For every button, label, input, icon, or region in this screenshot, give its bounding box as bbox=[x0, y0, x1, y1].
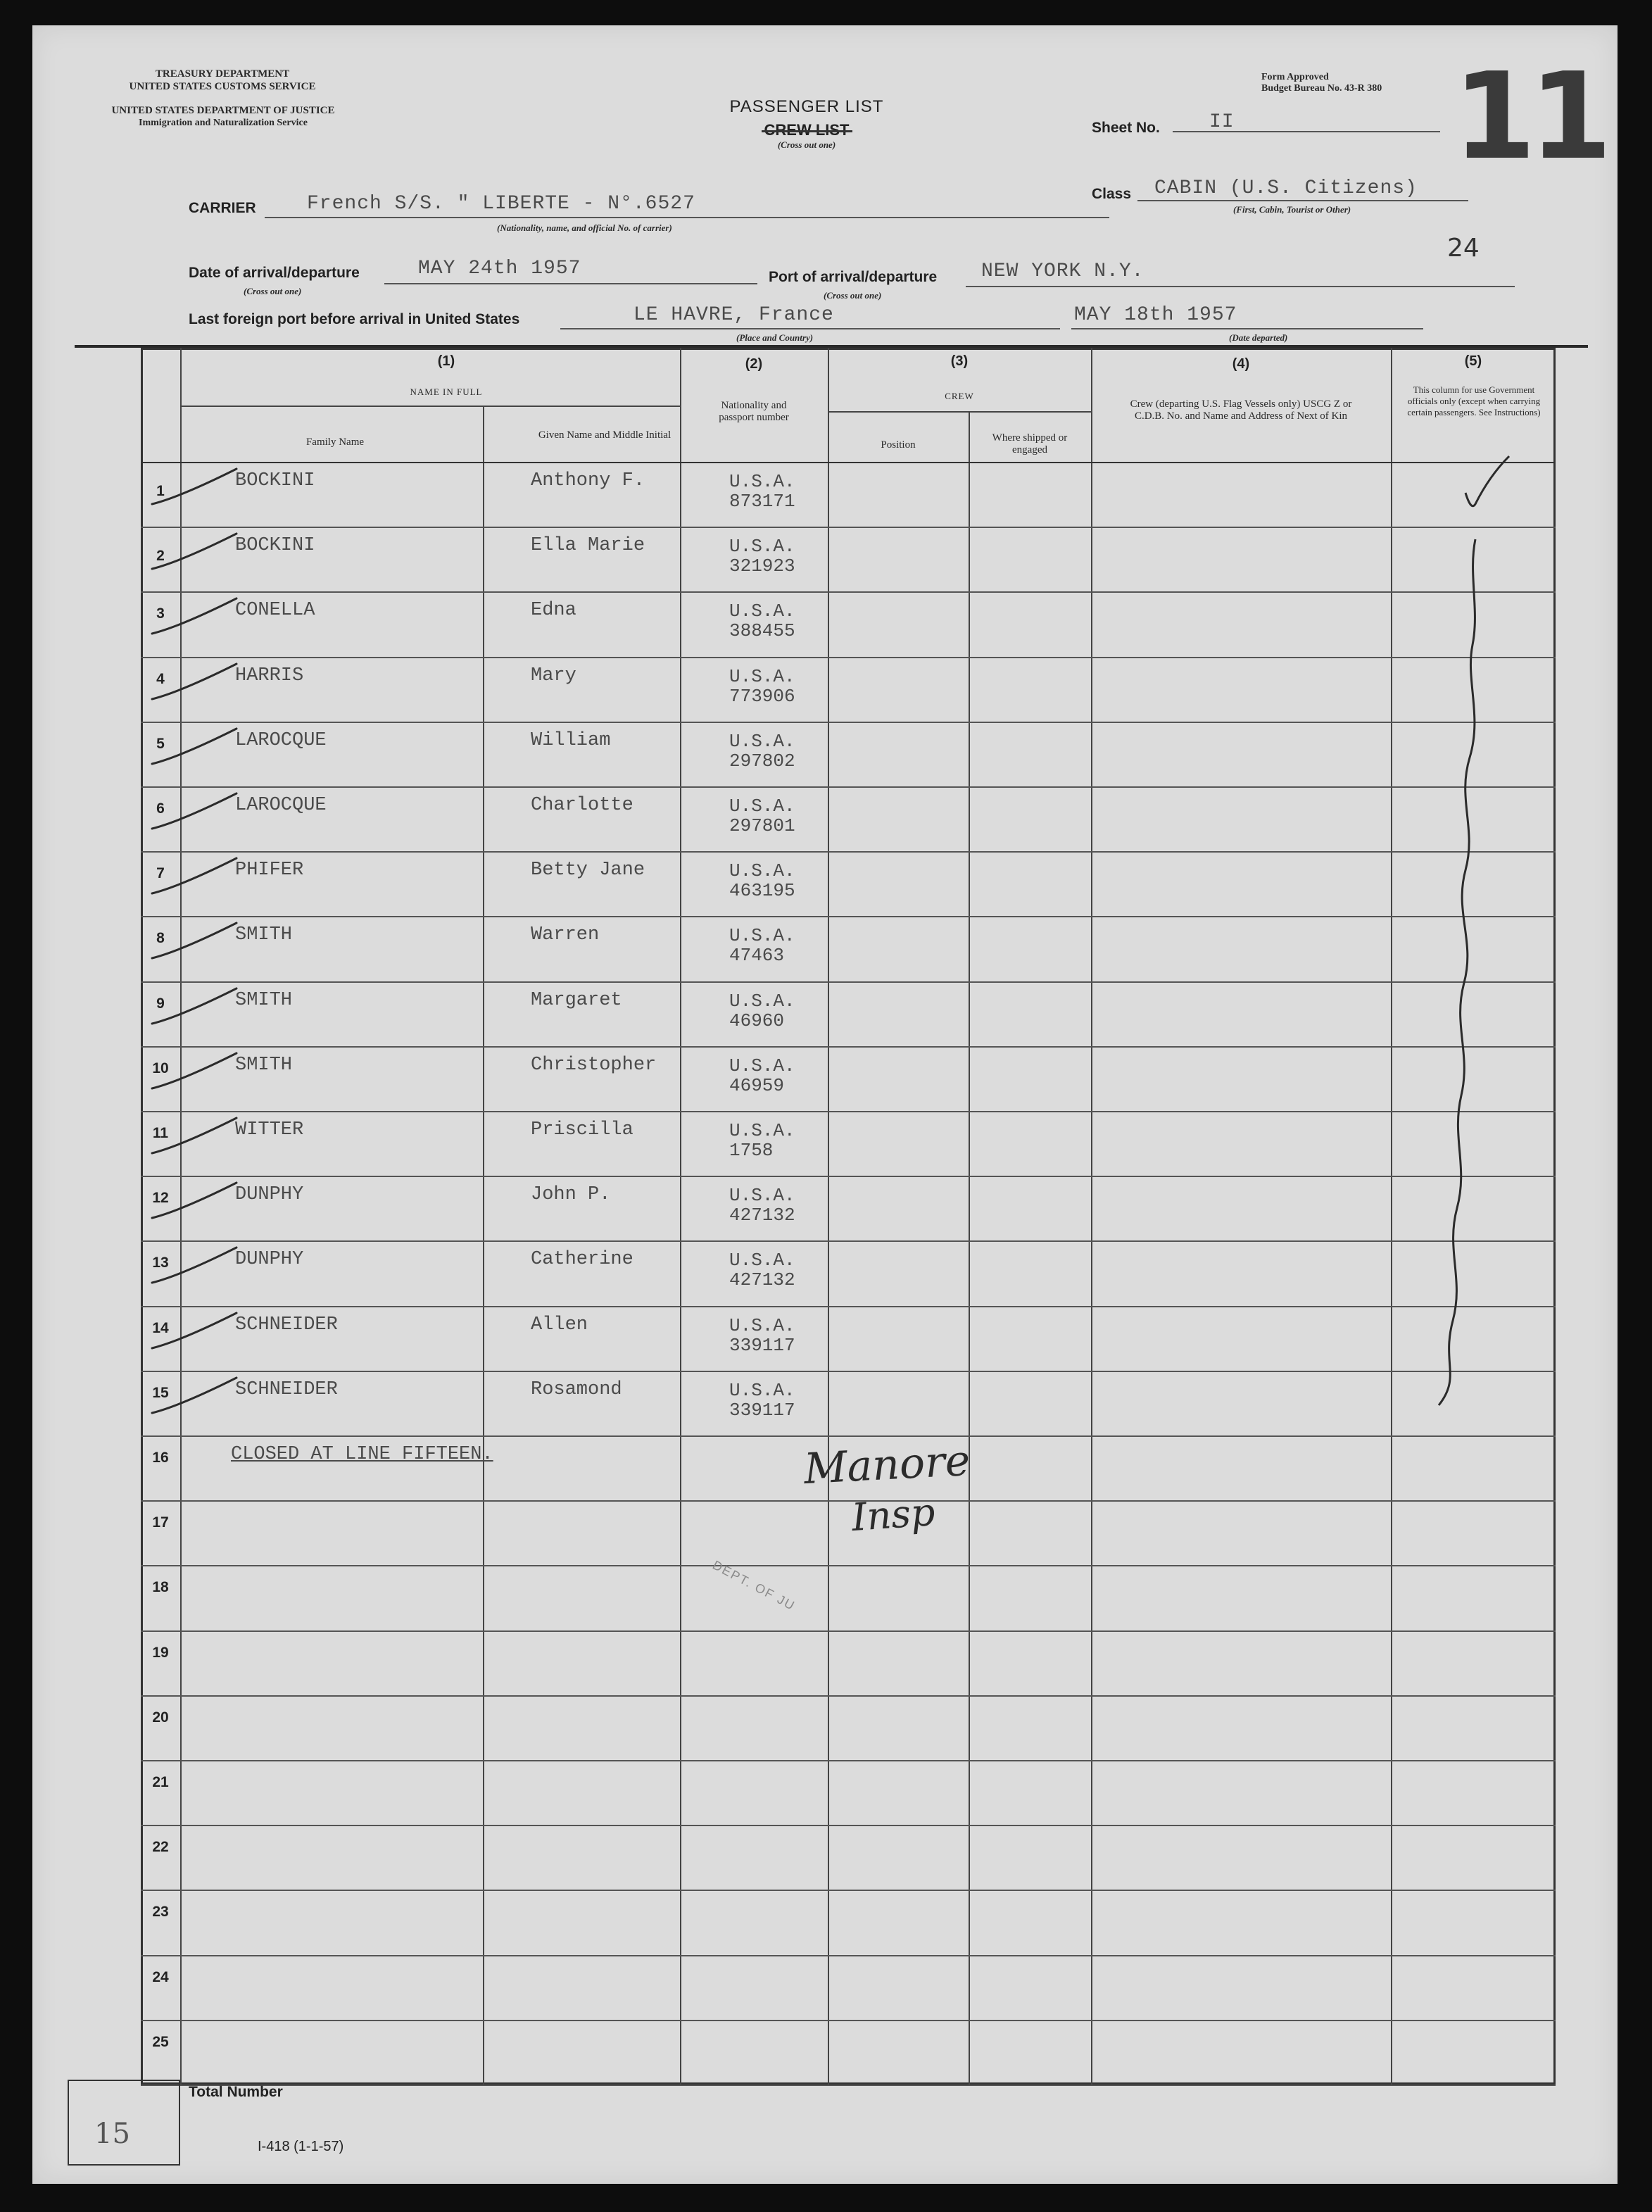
given-name: Priscilla bbox=[531, 1119, 633, 1140]
family-name: HARRIS bbox=[235, 665, 304, 686]
check-off-stroke bbox=[152, 1378, 237, 1413]
total-box bbox=[68, 2080, 180, 2166]
nationality: U.S.A. bbox=[729, 796, 795, 817]
line-number: 23 bbox=[152, 1904, 169, 1920]
check-off-stroke bbox=[152, 1183, 237, 1218]
given-name: Rosamond bbox=[531, 1379, 622, 1400]
family-name: SCHNEIDER bbox=[235, 1314, 338, 1336]
handwriting-overlay bbox=[32, 25, 1618, 2184]
line-number: 12 bbox=[152, 1190, 169, 1206]
check-off-stroke bbox=[152, 1053, 237, 1088]
port-value: NEW YORK N.Y. bbox=[981, 260, 1145, 282]
passport-number: 297801 bbox=[729, 815, 795, 836]
line-number: 24 bbox=[152, 1969, 169, 1985]
nationality: U.S.A. bbox=[729, 1380, 795, 1401]
nationality: U.S.A. bbox=[729, 1315, 795, 1336]
nationality: U.S.A. bbox=[729, 471, 795, 492]
check-off-stroke bbox=[152, 923, 237, 958]
nationality: U.S.A. bbox=[729, 536, 795, 557]
col1-number: (1) bbox=[437, 353, 455, 369]
check-off-stroke bbox=[152, 1118, 237, 1153]
passport-number: 873171 bbox=[729, 491, 795, 512]
nationality: U.S.A. bbox=[729, 925, 795, 946]
line-number: 17 bbox=[152, 1514, 169, 1531]
margin-number: 24 bbox=[1447, 234, 1480, 263]
crew-header: CREW bbox=[945, 391, 974, 401]
total-value: 15 bbox=[94, 2118, 130, 2150]
family-name: CLOSED AT LINE FIFTEEN. bbox=[231, 1444, 493, 1465]
nationality: U.S.A. bbox=[729, 1250, 795, 1271]
line-number: 4 bbox=[156, 671, 165, 687]
form-approved: Form Approved bbox=[1261, 72, 1329, 82]
crew-list-struck: CREW LIST bbox=[764, 121, 850, 139]
nationality: U.S.A. bbox=[729, 1120, 795, 1141]
sheet-no-value: II bbox=[1209, 111, 1235, 133]
line-number: 25 bbox=[152, 2034, 169, 2050]
date-cross-note: (Cross out one) bbox=[244, 286, 302, 296]
given-name: Catherine bbox=[531, 1249, 633, 1270]
col5-header: This column for use Government officials only (except when carrying certain passengers. See Instructions) bbox=[1407, 384, 1541, 417]
line-number: 5 bbox=[156, 736, 165, 752]
family-name: WITTER bbox=[235, 1119, 304, 1140]
col4-header: Crew (departing U.S. Flag Vessels only) USCG Z or C.D.B. No. and Name and Address of Next of Kin bbox=[1130, 398, 1352, 422]
nationality: U.S.A. bbox=[729, 1185, 795, 1206]
where-shipped-header: Where shipped or engaged bbox=[992, 432, 1068, 455]
given-name: John P. bbox=[531, 1184, 611, 1205]
ins-service: Immigration and Naturalization Service bbox=[139, 118, 308, 128]
class-label: Class bbox=[1092, 186, 1132, 202]
family-name: SCHNEIDER bbox=[235, 1379, 338, 1400]
date-departed-value: MAY 18th 1957 bbox=[1074, 304, 1237, 326]
check-off-stroke bbox=[152, 534, 237, 569]
budget-bureau: Budget Bureau No. 43-R 380 bbox=[1261, 83, 1382, 94]
date-departed-caption: (Date departed) bbox=[1229, 332, 1288, 343]
line-number: 1 bbox=[156, 483, 165, 499]
passenger-list-sheet bbox=[32, 25, 1618, 2184]
passport-number: 388455 bbox=[729, 620, 795, 641]
given-name: William bbox=[531, 730, 611, 751]
stamped-sheet-number: 11 bbox=[1453, 47, 1606, 187]
port-label: Port of arrival/departure bbox=[769, 269, 938, 285]
nationality: U.S.A. bbox=[729, 666, 795, 687]
passport-number: 47463 bbox=[729, 945, 785, 966]
line-number: 20 bbox=[152, 1709, 169, 1726]
line-number: 6 bbox=[156, 800, 165, 817]
passport-number: 1758 bbox=[729, 1140, 774, 1161]
col3-number: (3) bbox=[950, 353, 969, 369]
line-number: 11 bbox=[152, 1125, 169, 1141]
nationality: U.S.A. bbox=[729, 1055, 795, 1076]
line-number: 9 bbox=[156, 995, 165, 1012]
family-name: DUNPHY bbox=[235, 1249, 304, 1270]
faint-stamp: DEPT. OF JU bbox=[710, 1557, 798, 1614]
customs-service: UNITED STATES CUSTOMS SERVICE bbox=[129, 81, 316, 92]
col4-number: (4) bbox=[1232, 356, 1250, 372]
check-mark bbox=[1465, 456, 1509, 506]
line-number: 14 bbox=[152, 1320, 169, 1336]
given-name: Charlotte bbox=[531, 795, 633, 816]
passport-number: 773906 bbox=[729, 686, 795, 707]
given-name: Margaret bbox=[531, 990, 622, 1011]
given-name: Ella Marie bbox=[531, 535, 645, 556]
family-name: CONELLA bbox=[235, 600, 315, 621]
nationality: U.S.A. bbox=[729, 860, 795, 881]
class-value: CABIN (U.S. Citizens) bbox=[1154, 177, 1418, 199]
family-name: PHIFER bbox=[235, 860, 304, 881]
check-off-stroke bbox=[152, 988, 237, 1024]
col1-title: NAME IN FULL bbox=[410, 387, 483, 397]
given-name: Allen bbox=[531, 1314, 588, 1336]
total-label: Total Number bbox=[189, 2084, 283, 2100]
passport-number: 339117 bbox=[729, 1400, 795, 1421]
check-off-stroke bbox=[152, 1313, 237, 1348]
last-port-caption: (Place and Country) bbox=[736, 332, 814, 343]
given-name: Anthony F. bbox=[531, 470, 645, 491]
carrier-caption: (Nationality, name, and official No. of carrier) bbox=[497, 222, 672, 233]
line-number: 7 bbox=[156, 865, 165, 881]
check-off-stroke bbox=[152, 664, 237, 699]
family-name-header: Family Name bbox=[305, 436, 365, 448]
line-number: 8 bbox=[156, 930, 165, 946]
family-name: SMITH bbox=[235, 924, 293, 945]
passport-number: 46960 bbox=[729, 1010, 785, 1031]
check-off-stroke bbox=[152, 1248, 237, 1283]
line-number: 13 bbox=[152, 1255, 169, 1271]
line-number: 3 bbox=[156, 605, 165, 622]
date-value: MAY 24th 1957 bbox=[418, 258, 581, 279]
check-off-stroke bbox=[152, 858, 237, 893]
check-off-stroke bbox=[152, 598, 237, 634]
last-port-label: Last foreign port before arrival in United States bbox=[189, 311, 520, 327]
line-number: 16 bbox=[152, 1450, 169, 1466]
given-name: Mary bbox=[531, 665, 576, 686]
line-number: 19 bbox=[152, 1645, 169, 1661]
line-number: 10 bbox=[152, 1060, 169, 1076]
treasury-department: TREASURY DEPARTMENT bbox=[155, 68, 290, 80]
cross-out-note: (Cross out one) bbox=[777, 139, 836, 150]
family-name: DUNPHY bbox=[235, 1184, 304, 1205]
department-of-justice: UNITED STATES DEPARTMENT OF JUSTICE bbox=[111, 105, 335, 116]
form-title: PASSENGER LIST bbox=[729, 97, 884, 116]
check-off-stroke bbox=[152, 729, 237, 764]
given-name: Edna bbox=[531, 600, 576, 621]
family-name: SMITH bbox=[235, 1055, 293, 1076]
passport-number: 297802 bbox=[729, 750, 795, 772]
date-label-text: Date of arrival/departure bbox=[189, 265, 360, 281]
family-name: SMITH bbox=[235, 990, 293, 1011]
family-name: BOCKINI bbox=[235, 535, 315, 556]
line-number: 18 bbox=[152, 1579, 169, 1595]
check-off-stroke bbox=[152, 793, 237, 829]
passport-number: 427132 bbox=[729, 1269, 795, 1290]
passport-number: 321923 bbox=[729, 555, 795, 577]
given-name-header: Given Name and Middle Initial bbox=[538, 429, 671, 441]
passport-number: 46959 bbox=[729, 1075, 785, 1096]
carrier-value: French S/S. " LIBERTE - N°.6527 bbox=[307, 193, 695, 215]
passport-number: 339117 bbox=[729, 1335, 795, 1356]
last-port-value: LE HAVRE, France bbox=[633, 304, 834, 326]
line-number: 22 bbox=[152, 1839, 169, 1855]
col2-number: (2) bbox=[745, 356, 763, 372]
family-name: BOCKINI bbox=[235, 470, 315, 491]
inspector-signature: Manore bbox=[802, 1435, 971, 1495]
sheet-no-label: Sheet No. bbox=[1092, 120, 1160, 136]
class-caption: (First, Cabin, Tourist or Other) bbox=[1233, 204, 1351, 215]
given-name: Christopher bbox=[531, 1055, 657, 1076]
family-name: LAROCQUE bbox=[235, 795, 327, 816]
line-number: 2 bbox=[156, 548, 165, 564]
nationality-header: Nationality and passport number bbox=[719, 400, 789, 423]
line-number: 15 bbox=[152, 1385, 169, 1401]
line-number: 21 bbox=[152, 1774, 169, 1790]
given-name: Warren bbox=[531, 924, 600, 945]
passport-number: 463195 bbox=[729, 880, 795, 901]
given-name: Betty Jane bbox=[531, 860, 645, 881]
inspector-title: Insp bbox=[850, 1489, 937, 1540]
family-name: LAROCQUE bbox=[235, 730, 327, 751]
nationality: U.S.A. bbox=[729, 601, 795, 622]
col5-number: (5) bbox=[1464, 353, 1482, 369]
form-number: I-418 (1-1-57) bbox=[258, 2139, 344, 2154]
passport-number: 427132 bbox=[729, 1205, 795, 1226]
check-off-stroke bbox=[152, 469, 237, 504]
nationality: U.S.A. bbox=[729, 731, 795, 752]
carrier-label: CARRIER bbox=[189, 200, 256, 216]
nationality: U.S.A. bbox=[729, 991, 795, 1012]
port-cross-note: (Cross out one) bbox=[824, 290, 882, 301]
position-header: Position bbox=[881, 439, 916, 451]
wavy-ditto-line bbox=[1439, 539, 1475, 1405]
